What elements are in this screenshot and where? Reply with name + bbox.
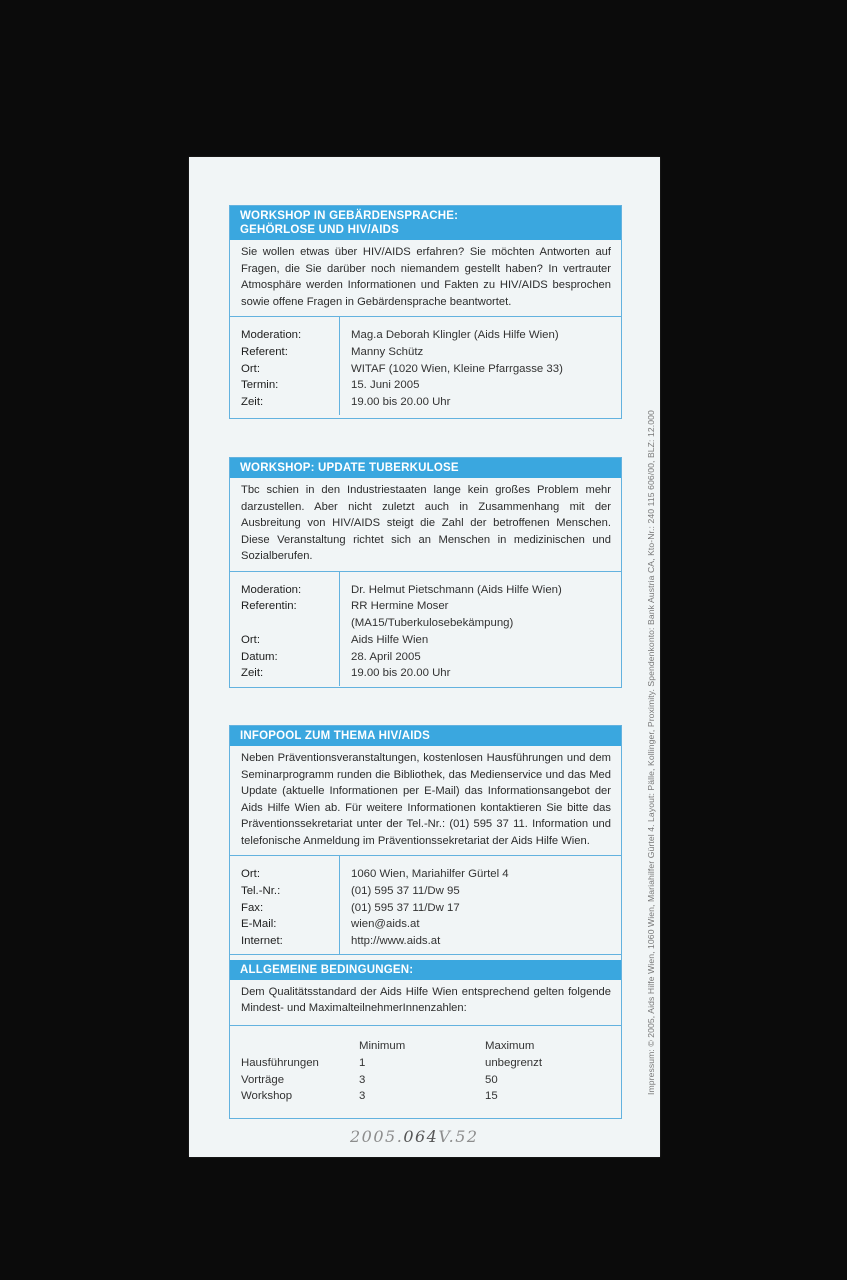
inventory-part-1: 2005. [350,1127,404,1146]
label-referentin: Referentin: [241,600,297,613]
value-email: wien@aids.at [351,918,420,931]
label-empty [241,615,339,632]
table-row [241,1088,621,1105]
table-cell: Workshop [241,1090,293,1103]
section-heading [230,206,621,240]
table-header-cell [241,1038,359,1055]
table-cell: Hausführungen [241,1056,319,1069]
table-header-row [241,1038,621,1055]
value-ort: Aids Hilfe Wien [351,633,429,646]
value-zeit: 19.00 bis 20.00 Uhr [351,396,451,409]
conditions-heading: ALLGEMEINE BEDINGUNGEN: [230,960,621,980]
label-tel: Tel.-Nr.: [241,884,281,897]
handwritten-inventory-number [350,1127,479,1146]
value-referentin: RR Hermine Moser [351,600,449,613]
table-cell: 3 [359,1073,366,1086]
label-ort: Ort: [241,868,260,880]
participants-table [230,1025,621,1105]
details-values [340,317,621,415]
label-fax: Fax: [241,901,264,914]
value-referent: Manny Schütz [351,345,424,358]
value-zeit: 19.00 bis 20.00 Uhr [351,667,451,680]
details-labels [230,317,340,415]
details-table [230,316,621,415]
table-cell: 50 [485,1073,498,1086]
details-labels [230,572,340,687]
label-ort: Ort: [241,633,260,646]
table-header-cell: Maximum [485,1039,535,1052]
details-table [230,571,621,687]
label-ort: Ort: [241,362,260,375]
heading-line-2: GEHÖRLOSE UND HIV/AIDS [240,224,400,236]
label-referent: Referent: [241,345,288,358]
section-heading: INFOPOOL ZUM THEMA HIV/AIDS [230,726,621,746]
value-fax: (01) 595 37 11/Dw 17 [351,901,460,914]
label-moderation: Moderation: [241,583,302,596]
value-datum: 28. April 2005 [351,650,421,663]
label-moderation: Moderation: [241,329,302,341]
value-moderation: Dr. Helmut Pietschmann (Aids Hilfe Wien) [351,583,562,596]
label-zeit: Zeit: [241,667,264,680]
flyer-card [189,157,660,1157]
label-internet: Internet: [241,935,283,948]
section-infopool [229,725,622,1119]
contact-table [230,855,621,955]
table-cell: 1 [359,1056,366,1069]
table-cell: 15 [485,1090,498,1103]
label-datum: Datum: [241,650,278,663]
section-description: Sie wollen etwas über HIV/AIDS erfahren? Sie möchten Antworten auf Fragen, die Sie darüber noch niemandem gestellt haben? In vertrauter Atmosphäre werden Informationen und Fakten zu HIV/AIDS besprochen sowie offene Fragen in Gebärdensprache beantwortet. [241,246,611,308]
table-cell: Vorträge [241,1073,285,1086]
section-heading: WORKSHOP: UPDATE TUBERKULOSE [230,458,621,478]
table-cell: unbegrenzt [485,1056,542,1069]
inventory-part-3: V.52 [438,1127,479,1146]
section-description: Tbc schien in den Industriestaaten lange kein großes Problem mehr darzustellen. Aber nicht zuletzt auch in Zusammenhang mit der Ausbreitung von HIV/AIDS steigt die Zahl der betroffenen Menschen. Diese Veranstaltung richtet sich an Menschen in medizinischen und Sozialberufen. [241,484,611,562]
table-row [241,1055,621,1072]
value-moderation: Mag.a Deborah Klingler (Aids Hilfe Wien) [351,329,559,341]
contact-values [340,856,621,954]
section-description: Neben Präventionsveranstaltungen, kostenlosen Hausführungen und dem Seminarprogramm runden die Bibliothek, das Medienservice und das Med Update (aktuelle Informationen per E-Mail) das Informationsangebot der Aids Hilfe Wien ab. Für weitere Informationen kontaktieren Sie bitte das Präventionssekretariat unter der Tel.-Nr.: (01) 595 37 11. Information und telefonische Anmeldung im Präventionssekretariat der Aids Hilfe Wien. [241,752,611,847]
conditions-description: Dem Qualitätsstandard der Aids Hilfe Wien entsprechend gelten folgende Mindest- und MaximalteilnehmerInnenzahlen: [241,985,611,1015]
value-tel: (01) 595 37 11/Dw 95 [351,884,460,897]
table-cell: 3 [359,1090,366,1103]
value-ort: 1060 Wien, Mariahilfer Gürtel 4 [351,868,509,880]
heading-line-1: WORKSHOP IN GEBÄRDENSPRACHE: [240,210,459,222]
details-values [340,572,621,687]
value-termin: 15. Juni 2005 [351,379,420,392]
value-ort: WITAF (1020 Wien, Kleine Pfarrgasse 33) [351,362,563,375]
table-row [241,1072,621,1089]
inventory-part-2: 064 [403,1127,439,1146]
value-referentin-affiliation: (MA15/Tuberkulosebekämpung) [351,617,514,630]
table-header-cell: Minimum [359,1039,406,1052]
section-workshop-gebaerdensprache [229,205,622,419]
label-zeit: Zeit: [241,396,264,409]
section-workshop-tuberkulose [229,457,622,688]
label-email: E-Mail: [241,918,277,931]
label-termin: Termin: [241,379,279,392]
contact-labels [230,856,340,954]
value-internet: http://www.aids.at [351,935,441,948]
imprint-text: Impressum: © 2005, Aids Hilfe Wien, 1060 Wien, Mariahilfer Gürtel 4. Layout: Pälle, Kollinger, Proximity. Spendenkonto: Bank Austria CA, Kto-Nr.: 240 115 606/00, BLZ: 12.000 [646,410,656,1095]
